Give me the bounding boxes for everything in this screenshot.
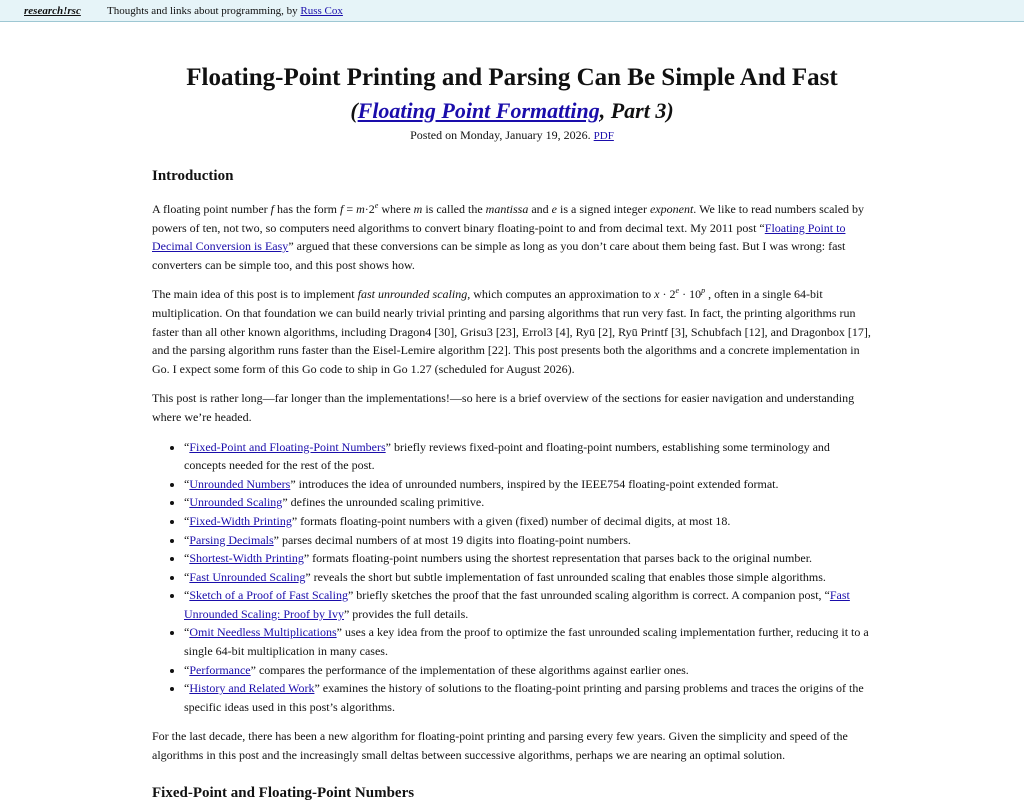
section-link-unrounded-numbers[interactable]: Unrounded Numbers	[189, 476, 291, 491]
text: ” compares the performance of the implementation of these algorithms against earlier ones.	[250, 662, 689, 677]
section-heading-fixed-floating: Fixed-Point and Floating-Point Numbers	[152, 784, 415, 801]
list-item	[184, 586, 872, 623]
post-meta	[0, 127, 1024, 144]
math-f: f	[270, 202, 274, 216]
list-item	[184, 531, 872, 550]
quote: “	[184, 513, 190, 528]
list-item	[184, 438, 872, 475]
author-link[interactable]: Russ Cox	[300, 4, 343, 17]
list-item	[184, 568, 872, 587]
math-exponent-e: e	[675, 286, 680, 296]
text: has the form	[274, 202, 340, 216]
text: The main idea of this post is to implement	[152, 287, 358, 302]
top-bar	[0, 0, 1024, 22]
quote: “	[184, 681, 190, 696]
quote: “	[184, 551, 190, 566]
text: ” parses decimal numbers of at most 19 digits into floating-point numbers.	[273, 532, 631, 547]
quote: “	[184, 569, 190, 584]
math-m: m	[413, 202, 423, 216]
section-link-sketch-proof[interactable]: Sketch of a Proof of Fast Scaling	[189, 588, 348, 603]
text: ” formats floating-point numbers using the shortest representation that parses back to the original number.	[303, 551, 813, 566]
intro-paragraph-1	[152, 200, 872, 274]
quote: “	[184, 662, 190, 677]
series-link[interactable]: Floating Point Formatting	[357, 98, 600, 123]
section-link-history[interactable]: History and Related Work	[189, 681, 315, 696]
list-item	[184, 512, 872, 531]
text: is called the	[422, 202, 486, 216]
section-link-fixed-width-printing[interactable]: Fixed-Width Printing	[189, 513, 292, 528]
quote: “	[184, 532, 190, 547]
text: and	[528, 202, 552, 216]
section-link-omit-needless-multiplications[interactable]: Omit Needless Multiplications	[189, 625, 337, 640]
quote: “	[184, 625, 190, 640]
text: . We like to read numbers scaled by powers of ten, not two, so computers need algorithms to convert binary floating-point to and from decimal text. My 2011 post “	[152, 202, 865, 235]
math-ten: 10	[689, 287, 702, 302]
math-dot: ·	[679, 287, 690, 302]
math-e: e	[551, 202, 557, 216]
term-exponent: exponent	[649, 202, 694, 216]
math-exponent: e	[374, 201, 379, 210]
text: , often in a single 64-bit multiplication. On that foundation we can build nearly trivial printing and parsing algorithms that run very fast. In fact, the printing algorithms run faster than all other known algorithms, including Dragon4 [30], Grisu3 [23], Errol3 [4], Ryū [2], Ryū Printf [3], Schubfach [12], and Dragonbox [17], and the parsing algorithm runs faster than the Eisel-Lemire algorithm [22]. This post presents both the algorithms and a concrete implementation in Go. I expect some form of this Go code to ship in Go 1.27 (scheduled for August 2026).	[152, 287, 871, 376]
math-dot: ·	[659, 287, 670, 302]
section-link-performance[interactable]: Performance	[189, 662, 251, 677]
text: ” introduces the idea of unrounded numbers, inspired by the IEEE754 floating-point extended format.	[290, 476, 779, 491]
quote: “	[184, 439, 190, 454]
article-body	[152, 166, 872, 803]
page-title: Floating-Point Printing and Parsing Can Be Simple And Fast	[186, 64, 838, 91]
math-x: x	[654, 287, 660, 302]
term-mantissa: mantissa	[485, 202, 529, 216]
intro-paragraph-3: This post is rather long—far longer than the implementations!—so here is a brief overview of the sections for easier navigation and understanding where we’re headed.	[152, 391, 855, 424]
link-proof-by-ivy[interactable]: Fast Unrounded Scaling: Proof by Ivy	[184, 588, 850, 621]
text: ” examines the history of solutions to the floating-point printing and parsing problems and traces the origins of the specific ideas used in this post’s algorithms.	[184, 681, 864, 714]
subtitle-open: (	[350, 98, 358, 123]
quote: “	[184, 476, 190, 491]
section-link-fast-unrounded-scaling[interactable]: Fast Unrounded Scaling	[189, 569, 306, 584]
quote: “	[184, 495, 190, 510]
tagline-text: Thoughts and links about programming, by	[107, 4, 301, 17]
quote: “	[184, 588, 190, 603]
text: ” defines the unrounded scaling primitive.	[282, 495, 485, 510]
math-two: 2	[669, 287, 676, 302]
math-two: 2	[368, 202, 375, 216]
site-title-link[interactable]: research!rsc	[24, 4, 81, 17]
text: ” uses a key idea from the proof to optimize the fast unrounded scaling implementation further, reducing it to a single 64-bit multiplication in many cases.	[184, 625, 869, 659]
pdf-link[interactable]: PDF	[593, 130, 614, 142]
math-eq: =	[343, 202, 357, 216]
text: ” reveals the short but subtle implementation of fast unrounded scaling that enables those simple algorithms.	[305, 569, 826, 584]
intro-paragraph-2	[152, 285, 872, 378]
text: A floating point number	[152, 202, 271, 216]
text: ” provides the full details.	[343, 606, 469, 621]
posted-date: Posted on Monday, January 19, 2026.	[410, 128, 591, 142]
text: is a signed integer	[557, 202, 650, 216]
list-item	[184, 493, 872, 512]
math-exponent-p: p	[701, 286, 706, 296]
math-f: f	[339, 202, 344, 216]
list-item	[184, 679, 872, 716]
list-item	[184, 549, 872, 568]
text: , which computes an approximation to	[467, 287, 655, 302]
list-item	[184, 475, 872, 494]
math-dot: ·	[364, 202, 369, 216]
site-tagline	[107, 5, 343, 17]
list-item	[184, 661, 872, 680]
section-link-parsing-decimals[interactable]: Parsing Decimals	[189, 532, 274, 547]
term-fast-unrounded-scaling: fast unrounded scaling	[357, 287, 468, 302]
math-m: m	[356, 202, 365, 216]
page-subtitle	[0, 97, 1024, 125]
section-link-fixed-floating[interactable]: Fixed-Point and Floating-Point Numbers	[189, 439, 386, 454]
intro-heading: Introduction	[152, 168, 234, 184]
section-link-shortest-width-printing[interactable]: Shortest-Width Printing	[189, 551, 304, 566]
text: where	[378, 202, 414, 216]
section-overview-list	[152, 438, 872, 717]
link-2011-post[interactable]: Floating Point to Decimal Conversion is Easy	[152, 220, 846, 254]
text: ” briefly reviews fixed-point and floating-point numbers, establishing some terminology and concepts needed for the rest of the post.	[184, 439, 830, 473]
section-link-unrounded-scaling[interactable]: Unrounded Scaling	[189, 495, 283, 510]
intro-paragraph-4: For the last decade, there has been a new algorithm for floating-point printing and parsing every few years. Given the simplicity and speed of the algorithms in this post and the increasingly small deltas between successive algorithms, perhaps we are nearing an optimal solution.	[152, 729, 848, 763]
subtitle-rest: , Part 3)	[599, 98, 674, 123]
text: ” argued that these conversions can be simple as long as you don’t care about them being fast. But I was wrong: fast converters can be simple too, and this post shows how.	[152, 239, 846, 272]
text: ” formats floating-point numbers with a given (fixed) number of decimal digits, at most 18.	[291, 513, 731, 528]
list-item	[184, 623, 872, 660]
text: ” briefly sketches the proof that the fast unrounded scaling algorithm is correct. A companion post, “	[347, 588, 830, 603]
